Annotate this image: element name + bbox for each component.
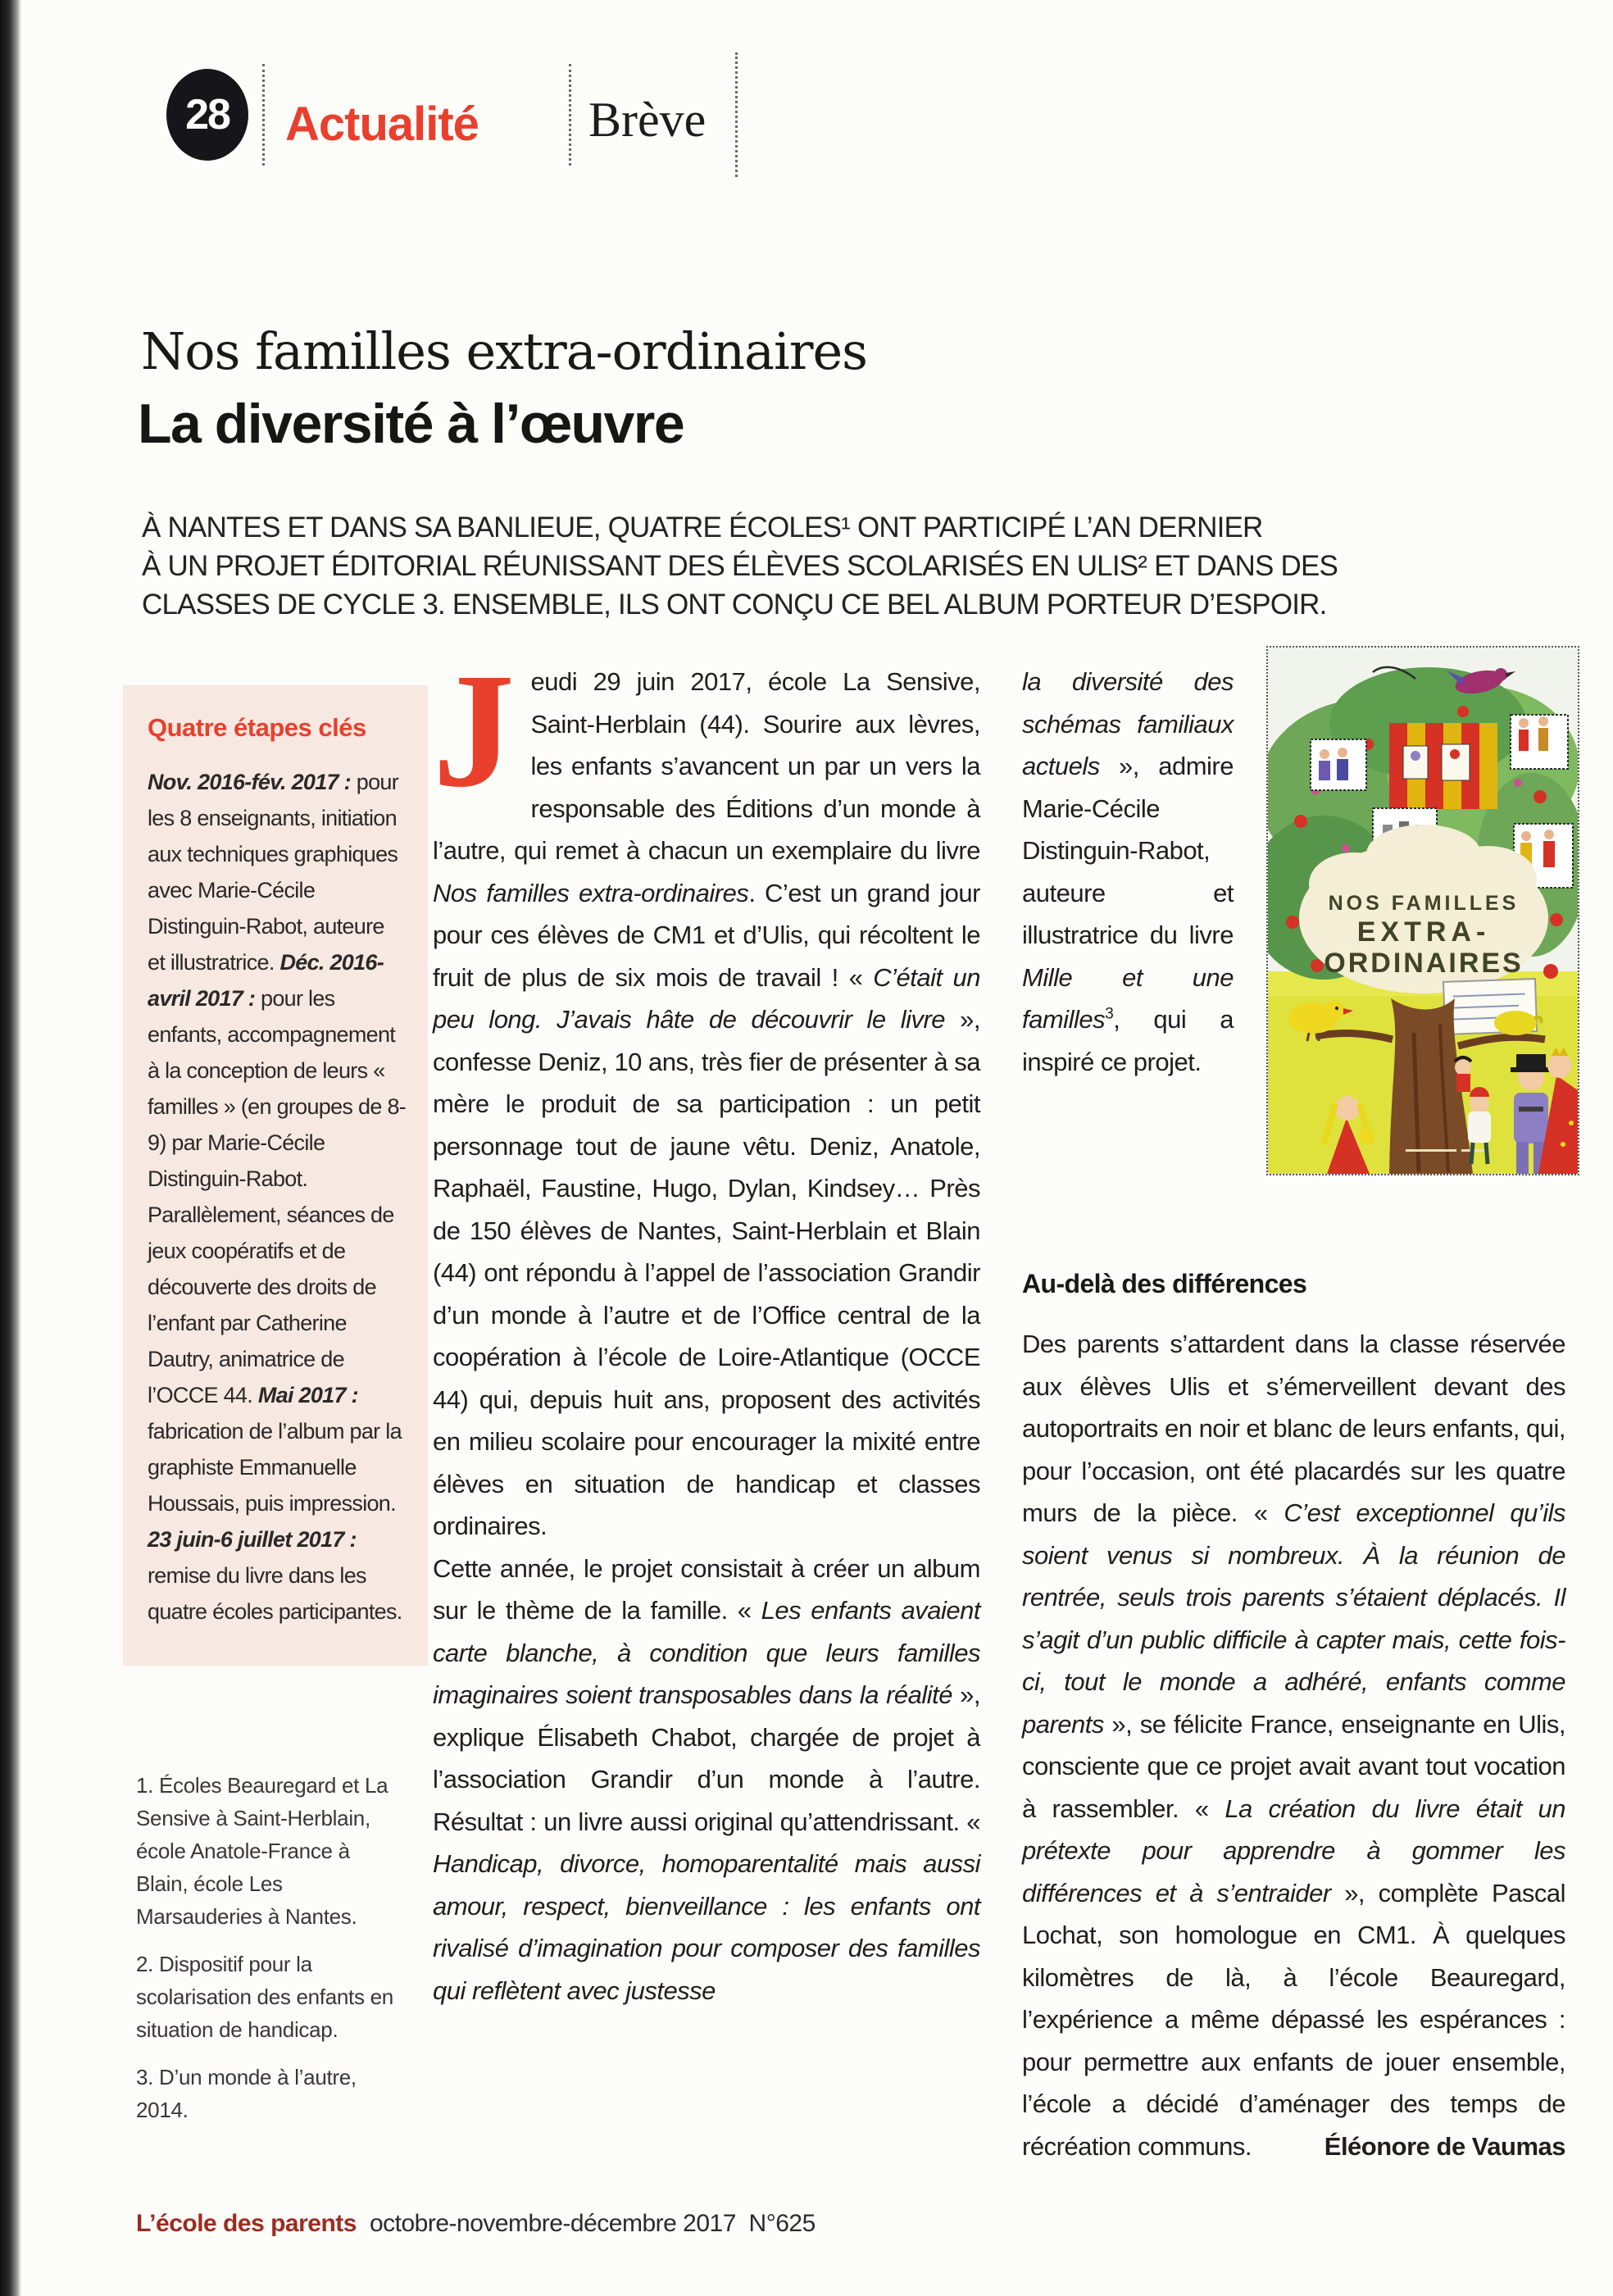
- header-divider-rule: [262, 64, 265, 166]
- page-footer: [136, 2210, 816, 2238]
- article-paragraph: Cette année, le projet consistait à créer un album sur le thème de la famille. « Les enfants avaient carte blanche, à condition que leurs familles imaginaires soient transposables dans la réalité », explique Élisabeth Chabot, chargée de projet à l’association Grandir d’un monde à l’autre. Résultat : un livre aussi original qu’attendrissant. « Handicap, divorce, homoparentalité mais aussi amour, respect, bienveillance : les enfants ont rivalisé d’imagination pour composer des familles qui reflètent avec justesse: [433, 1553, 981, 2005]
- book-cover-illustration: [1268, 648, 1578, 1174]
- article-column-right-top: [1022, 661, 1234, 1083]
- kicker-title: Nos familles extra-ordinaires: [141, 321, 867, 381]
- page-number-badge: [166, 69, 248, 161]
- scan-edge: [0, 0, 21, 2296]
- standfirst: [142, 508, 1535, 624]
- standfirst-line: À NANTES ET DANS SA BANLIEUE, QUATRE ÉCOLES¹ ONT PARTICIPÉ L’AN DERNIER: [142, 511, 1263, 543]
- footer-magazine-name: L’école des parents: [136, 2210, 357, 2237]
- article-paragraph: Jeudi 29 juin 2017, école La Sensive, Saint-Herblain (44). Sourire aux lèvres, les enfants s’avancent un par un vers la responsable des Éditions d’un monde à l’autre, qui remet à chacun un exemplaire du livre Nos familles extra-ordinaires. C’est un grand jour pour ces élèves de CM1 et d’Ulis, qui récoltent le fruit de plus de six mois de travail ! « C’était un peu long. J’avais hâte de découvrir le livre », confesse Deniz, 10 ans, très fier de présenter à sa mère le produit de sa participation : un petit personnage tout de jaune vêtu. Deniz, Anatole, Raphaël, Faustine, Hugo, Dylan, Kindsey… Près de 150 élèves de Nantes, Saint-Herblain et Blain (44) ont répondu à l’appel de l’association Grandir d’un monde à l’autre et de l’Office central de la coopération à l’école de Loire-Atlantique (OCCE 44) qui, depuis huit ans, proposent des activités en milieu scolaire pour encourager la mixité entre élèves en situation de handicap et classes ordinaires.: [433, 640, 980, 1540]
- article-paragraph: Des parents s’attardent dans la classe réservée aux élèves Ulis et s’émerveillent devant des autoportraits en noir et blanc de leurs enfants, qui, pour l’occasion, ont été placardés sur les quatre murs de la pièce. « C’est exceptionnel qu’ils soient venus si nombreux. À la réunion de rentrée, seuls trois parents s’étaient déplacés. Il s’agit d’un public difficile à capter mais, cette fois-ci, tout le monde a adhéré, enfants comme parents », se félicite France, enseignante en Ulis, consciente que ce projet avait avant tout vocation à rassembler. « La création du livre était un prétexte pour apprendre à gommer les différences et à s’entraider », complète Pascal Lochat, son homologue en CM1. À quelques kilomètres de là, à l’école Beauregard, l’expérience a même dépassé les espérances : pour permettre aux enfants de jouer ensemble, l’école a décidé d’aménager des temps de récréation communs. Éléonore de Vaumas: [1022, 1323, 1565, 2167]
- footnote: 1. Écoles Beauregard et La Sensive à Saint-Herblain, école Anatole-France à Blain, école Les Marsauderies à Nantes.: [136, 1773, 388, 1929]
- article-title: La diversité à l’œuvre: [138, 393, 684, 455]
- page-number: 28: [185, 91, 229, 139]
- drop-cap: J: [433, 640, 515, 821]
- footnote: 3. D’un monde à l’autre, 2014.: [136, 2065, 357, 2122]
- footnote: 2. Dispositif pour la scolarisation des enfants en situation de handicap.: [136, 1952, 393, 2042]
- standfirst-line: CLASSES DE CYCLE 3. ENSEMBLE, ILS ONT CONÇU CE BEL ALBUM PORTEUR D’ESPOIR.: [142, 589, 1327, 621]
- rubric-label: Brève: [588, 93, 707, 147]
- key-steps-box: [123, 685, 428, 1666]
- cover-title-line3: ORDINAIRES: [1324, 948, 1524, 979]
- article-column-main: [433, 640, 981, 2012]
- footer-issue-info: octobre-novembre-décembre 2017 N°625: [369, 2210, 816, 2237]
- section-label: Actualité: [285, 98, 479, 151]
- subheading: Au-delà des différences: [1022, 1269, 1307, 1298]
- header-divider-rule: [735, 52, 738, 177]
- key-steps-text: Nov. 2016-fév. 2017 : pour les 8 enseignants, initiation aux techniques graphiques avec Marie-Cécile Distinguin-Rabot, auteure et illustratrice. Déc. 2016-avril 2017 : pour les enfants, accompagnement à la conception de leurs « familles » (en groupes de 8-9) par Marie-Cécile Distinguin-Rabot. Parallèlement, séances de jeux coopératifs et de découverte des droits de l’enfant par Catherine Dautry, animatrice de l’OCCE 44. Mai 2017 : fabrication de l’album par la graphiste Emmanuelle Houssais, puis impression. 23 juin-6 juillet 2017 : remise du livre dans les quatre écoles participantes.: [148, 770, 407, 1624]
- header-divider-rule: [569, 64, 571, 166]
- cover-title-line2: EXTRA-: [1356, 916, 1491, 948]
- article-column-right: [1022, 1323, 1565, 2167]
- key-steps-title: Quatre étapes clés: [148, 713, 366, 742]
- standfirst-line: À UN PROJET ÉDITORIAL RÉUNISSANT DES ÉLÈVES SCOLARISÉS EN ULIS² ET DANS DES: [142, 550, 1338, 582]
- footnotes: [136, 1769, 407, 2141]
- book-cover-image: [1266, 646, 1579, 1175]
- article-paragraph: la diversité des schémas familiaux actuels », admire Marie-Cécile Distinguin-Rabot, auteure et illustratrice du livre Mille et une familles$^3$, qui a inspiré ce projet.: [1022, 667, 1234, 1076]
- cover-title-line1: NOS FAMILLES: [1328, 892, 1520, 915]
- byline: Éléonore de Vaumas: [1324, 2131, 1565, 2161]
